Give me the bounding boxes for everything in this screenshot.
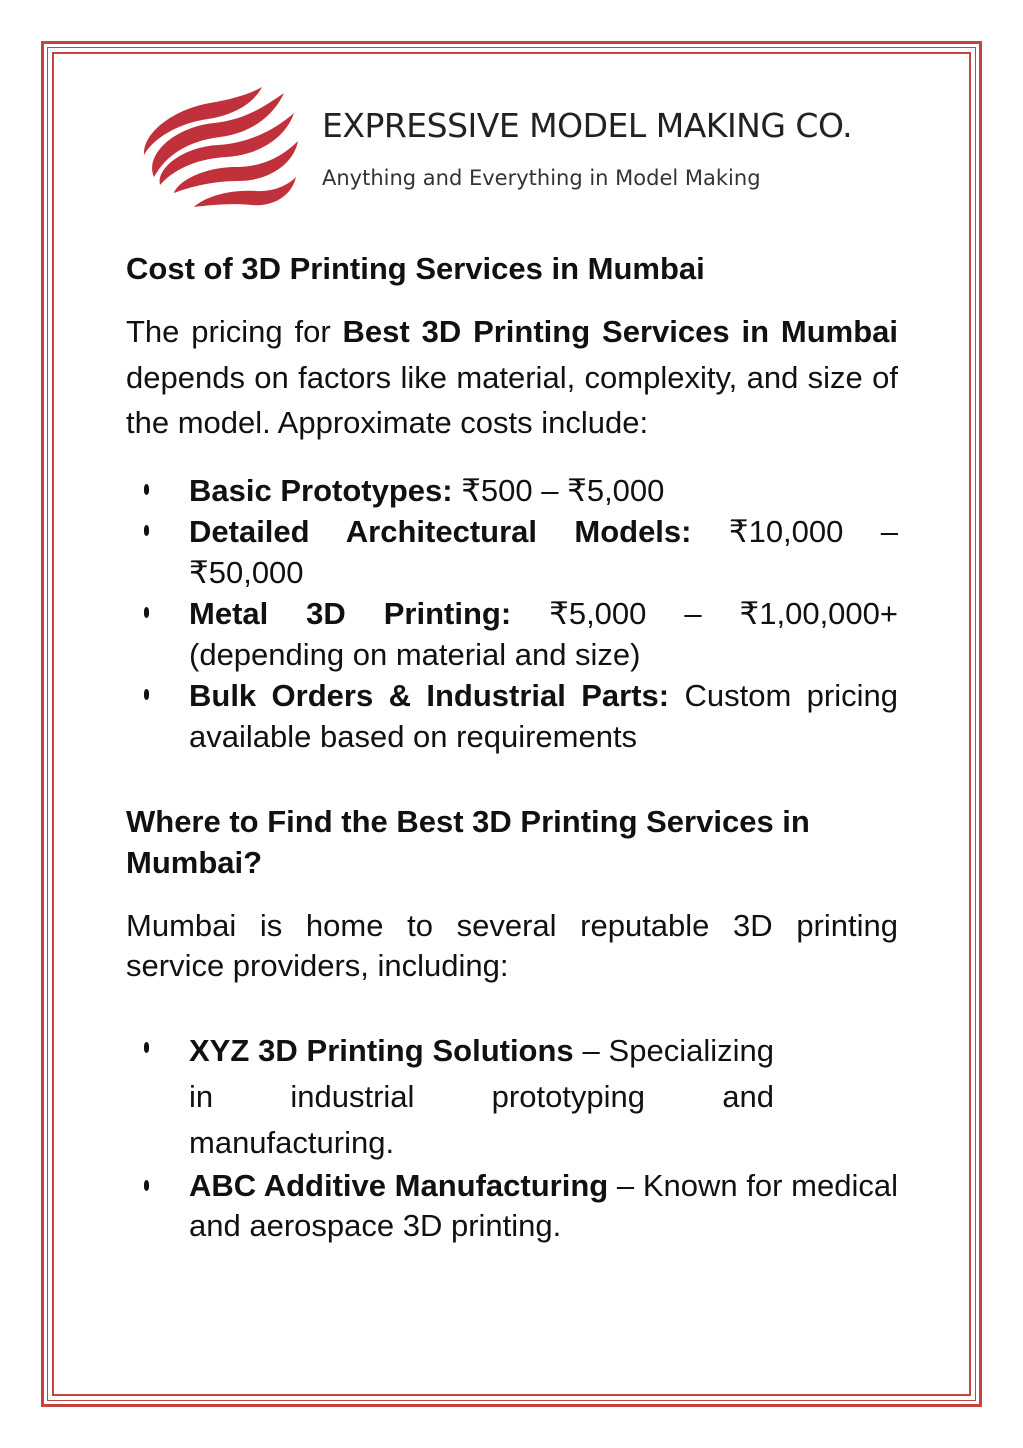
- bullet-icon: [144, 1042, 149, 1053]
- list-item: [126, 675, 898, 757]
- list-item-text: Custom pricing available based on requirements: [189, 677, 898, 754]
- bullet-icon: [144, 607, 149, 618]
- bullet-icon: [144, 484, 149, 495]
- list-item-label: XYZ 3D Printing Solutions: [189, 1032, 574, 1068]
- document-body: [126, 248, 898, 1246]
- intro-text-suffix: depends on factors like material, complexity, and size of the model. Approximate costs include:: [126, 359, 898, 440]
- list-item-label: ABC Additive Manufacturing: [189, 1167, 609, 1203]
- list-item-text: ₹5,000 – ₹1,00,000+ (depending on material and size): [189, 595, 899, 672]
- list-item-label: Bulk Orders & Industrial Parts:: [189, 677, 670, 713]
- company-name: EXPRESSIVE MODEL MAKING CO.: [322, 106, 853, 145]
- list-item: [126, 593, 898, 675]
- list-item-text: ₹500 – ₹5,000: [452, 472, 665, 508]
- list-item: [126, 1166, 898, 1246]
- list-item-label: Basic Prototypes:: [189, 472, 453, 508]
- bullet-icon: [144, 689, 149, 700]
- bullet-icon: [144, 525, 149, 536]
- list-item-text: – Known for medical and aerospace 3D printing.: [189, 1167, 899, 1243]
- intro-text-prefix: The pricing for: [126, 314, 343, 349]
- section-intro-cost: [126, 309, 898, 446]
- list-item-label: Detailed Architectural Models:: [189, 513, 692, 549]
- list-item-label: Metal 3D Printing:: [189, 595, 512, 631]
- list-item: [126, 470, 898, 511]
- list-item-text: ₹10,000 – ₹50,000: [189, 513, 898, 590]
- company-tagline: Anything and Everything in Model Making: [322, 166, 761, 190]
- providers-list: [126, 1028, 898, 1246]
- bullet-icon: [144, 1180, 149, 1191]
- list-item: [126, 511, 898, 593]
- list-item-text: – Specializing in industrial prototyping and manufacturing.: [189, 1032, 774, 1160]
- section-heading-cost: Cost of 3D Printing Services in Mumbai: [126, 251, 705, 286]
- section-intro-where: Mumbai is home to several reputable 3D printing service providers, including:: [126, 907, 898, 983]
- section-heading-where: Where to Find the Best 3D Printing Services in Mumbai?: [126, 803, 810, 880]
- cost-list: [126, 470, 898, 757]
- list-item: [126, 1028, 898, 1166]
- red-wave-swirl-logo-icon: [134, 85, 304, 215]
- intro-text-bold: Best 3D Printing Services in Mumbai: [342, 314, 898, 349]
